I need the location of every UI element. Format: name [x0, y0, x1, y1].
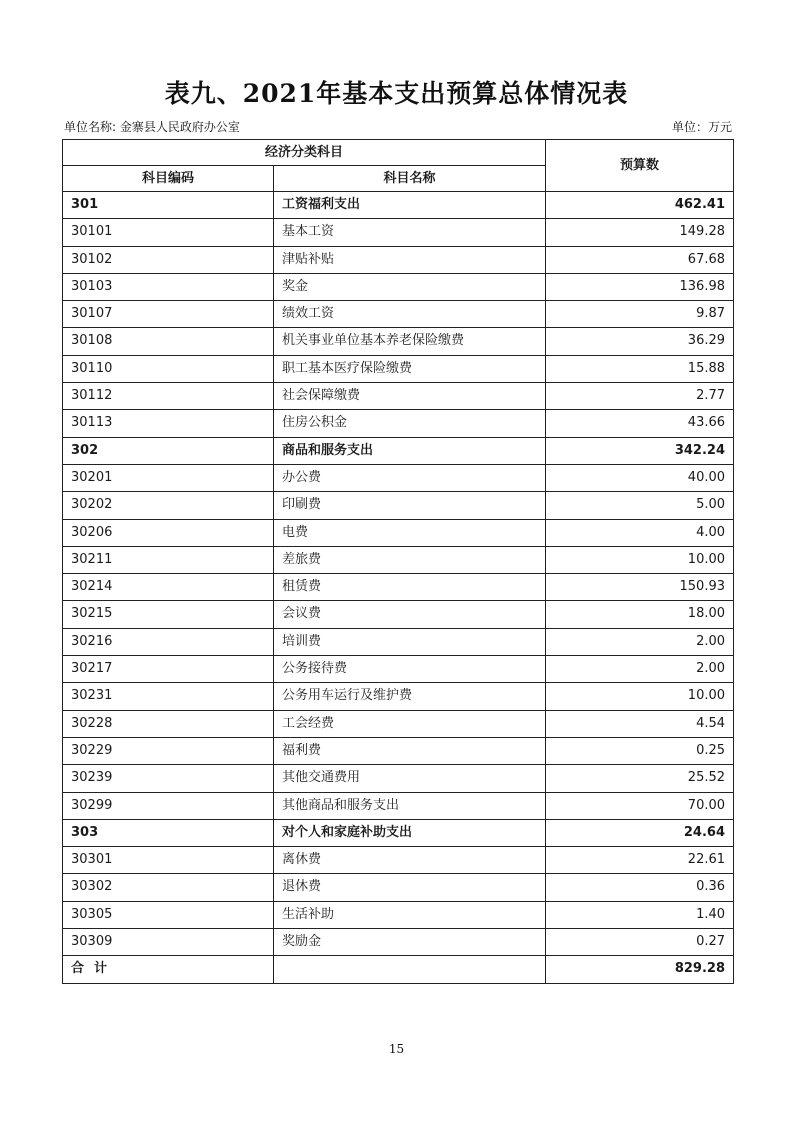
- total-label-cell: [63, 956, 274, 983]
- subject-name-cell: 奖励金: [274, 929, 546, 956]
- table-group-row: [63, 192, 734, 219]
- subject-name-cell: 对个人和家庭补助支出: [274, 819, 546, 846]
- subject-name-cell: 公务接待费: [274, 656, 546, 683]
- table-row: [63, 901, 734, 928]
- budget-amount-cell: 70.00: [546, 792, 734, 819]
- table-row: [63, 929, 734, 956]
- budget-amount-cell: 462.41: [546, 192, 734, 219]
- subject-name-cell: 会议费: [274, 601, 546, 628]
- budget-amount-cell: 1.40: [546, 901, 734, 928]
- budget-amount-cell: 2.00: [546, 628, 734, 655]
- unit-info-row: [64, 118, 732, 136]
- page-title: 表九、2021年基本支出预算总体情况表: [164, 79, 629, 108]
- subject-code-cell: 30309: [63, 929, 274, 956]
- subject-code-cell: 30229: [63, 737, 274, 764]
- budget-amount-cell: 4.00: [546, 519, 734, 546]
- subject-name-cell: 差旅费: [274, 546, 546, 573]
- subject-name-cell: 其他商品和服务支出: [274, 792, 546, 819]
- budget-amount-cell: 18.00: [546, 601, 734, 628]
- subject-code-cell: 30215: [63, 601, 274, 628]
- table-row: [63, 683, 734, 710]
- page-number: 15: [388, 1042, 405, 1056]
- table-group-row: [63, 819, 734, 846]
- table-row: [63, 219, 734, 246]
- subject-name-cell: 社会保障缴费: [274, 383, 546, 410]
- table-row: [63, 273, 734, 300]
- budget-amount-cell: 136.98: [546, 273, 734, 300]
- table-row: [63, 492, 734, 519]
- budget-amount-cell: 24.64: [546, 819, 734, 846]
- subject-name-cell: 生活补助: [274, 901, 546, 928]
- budget-amount-cell: 15.88: [546, 355, 734, 382]
- total-label: 合计: [71, 961, 118, 977]
- budget-amount-cell: 150.93: [546, 574, 734, 601]
- table-row: [63, 737, 734, 764]
- subject-name-cell: 印刷费: [274, 492, 546, 519]
- budget-amount-cell: 342.24: [546, 437, 734, 464]
- budget-table: [62, 139, 734, 984]
- header-subject-code: 科目编码: [63, 166, 274, 192]
- subject-name-cell: 机关事业单位基本养老保险缴费: [274, 328, 546, 355]
- table-row: [63, 765, 734, 792]
- budget-amount-cell: 67.68: [546, 246, 734, 273]
- total-row: [63, 956, 734, 983]
- table-row: [63, 464, 734, 491]
- subject-name-cell: 电费: [274, 519, 546, 546]
- table-row: [63, 328, 734, 355]
- budget-amount-cell: 149.28: [546, 219, 734, 246]
- unit-measure: 单位：万元: [671, 120, 732, 134]
- subject-name-cell: 工资福利支出: [274, 192, 546, 219]
- subject-code-cell: 30113: [63, 410, 274, 437]
- table-row: [63, 410, 734, 437]
- table-row: [63, 847, 734, 874]
- table-row: [63, 383, 734, 410]
- budget-amount-cell: 0.27: [546, 929, 734, 956]
- header-row-group: [63, 140, 734, 166]
- table-row: [63, 519, 734, 546]
- budget-amount-cell: 10.00: [546, 546, 734, 573]
- subject-name-cell: 奖金: [274, 273, 546, 300]
- subject-code-cell: 30211: [63, 546, 274, 573]
- subject-code-cell: 30216: [63, 628, 274, 655]
- subject-name-cell: 住房公积金: [274, 410, 546, 437]
- total-name-cell: [274, 956, 546, 983]
- budget-amount-cell: 0.36: [546, 874, 734, 901]
- subject-code-cell: 30107: [63, 301, 274, 328]
- budget-amount-cell: 2.77: [546, 383, 734, 410]
- budget-amount-cell: 43.66: [546, 410, 734, 437]
- subject-name-cell: 办公费: [274, 464, 546, 491]
- subject-code-cell: 30201: [63, 464, 274, 491]
- subject-name-cell: 公务用车运行及维护费: [274, 683, 546, 710]
- subject-name-cell: 基本工资: [274, 219, 546, 246]
- header-economic-category: 经济分类科目: [63, 140, 546, 166]
- subject-code-cell: 30301: [63, 847, 274, 874]
- subject-name-cell: 职工基本医疗保险缴费: [274, 355, 546, 382]
- subject-code-cell: 30231: [63, 683, 274, 710]
- subject-name-cell: 福利费: [274, 737, 546, 764]
- table-row: [63, 246, 734, 273]
- subject-name-cell: 津贴补贴: [274, 246, 546, 273]
- subject-code-cell: 30110: [63, 355, 274, 382]
- subject-name-cell: 工会经费: [274, 710, 546, 737]
- table-group-row: [63, 437, 734, 464]
- budget-amount-cell: 2.00: [546, 656, 734, 683]
- table-row: [63, 628, 734, 655]
- budget-amount-cell: 36.29: [546, 328, 734, 355]
- total-amount-cell: 829.28: [546, 956, 734, 983]
- subject-name-cell: 商品和服务支出: [274, 437, 546, 464]
- budget-amount-cell: 9.87: [546, 301, 734, 328]
- budget-amount-cell: 10.00: [546, 683, 734, 710]
- budget-amount-cell: 40.00: [546, 464, 734, 491]
- subject-code-cell: 30103: [63, 273, 274, 300]
- subject-code-cell: 30299: [63, 792, 274, 819]
- subject-code-cell: 30102: [63, 246, 274, 273]
- subject-code-cell: 30108: [63, 328, 274, 355]
- budget-amount-cell: 25.52: [546, 765, 734, 792]
- header-budget-amount: 预算数: [546, 140, 734, 192]
- unit-name: 单位名称: 金寨县人民政府办公室: [64, 120, 240, 134]
- table-row: [63, 601, 734, 628]
- subject-code-cell: 30239: [63, 765, 274, 792]
- subject-name-cell: 培训费: [274, 628, 546, 655]
- budget-amount-cell: 5.00: [546, 492, 734, 519]
- subject-name-cell: 离休费: [274, 847, 546, 874]
- subject-code-cell: 302: [63, 437, 274, 464]
- table-row: [63, 355, 734, 382]
- table-row: [63, 656, 734, 683]
- subject-code-cell: 30305: [63, 901, 274, 928]
- subject-name-cell: 其他交通费用: [274, 765, 546, 792]
- subject-code-cell: 30101: [63, 219, 274, 246]
- subject-code-cell: 30228: [63, 710, 274, 737]
- subject-code-cell: 30302: [63, 874, 274, 901]
- subject-code-cell: 30202: [63, 492, 274, 519]
- subject-name-cell: 退休费: [274, 874, 546, 901]
- subject-code-cell: 30214: [63, 574, 274, 601]
- budget-table-body: [63, 140, 734, 984]
- subject-name-cell: 租赁费: [274, 574, 546, 601]
- subject-code-cell: 301: [63, 192, 274, 219]
- subject-code-cell: 30217: [63, 656, 274, 683]
- budget-amount-cell: 0.25: [546, 737, 734, 764]
- subject-code-cell: 30206: [63, 519, 274, 546]
- header-subject-name: 科目名称: [274, 166, 546, 192]
- table-row: [63, 792, 734, 819]
- table-row: [63, 710, 734, 737]
- table-row: [63, 574, 734, 601]
- budget-amount-cell: 4.54: [546, 710, 734, 737]
- subject-code-cell: 30112: [63, 383, 274, 410]
- subject-code-cell: 303: [63, 819, 274, 846]
- subject-name-cell: 绩效工资: [274, 301, 546, 328]
- table-row: [63, 301, 734, 328]
- budget-amount-cell: 22.61: [546, 847, 734, 874]
- table-row: [63, 874, 734, 901]
- table-row: [63, 546, 734, 573]
